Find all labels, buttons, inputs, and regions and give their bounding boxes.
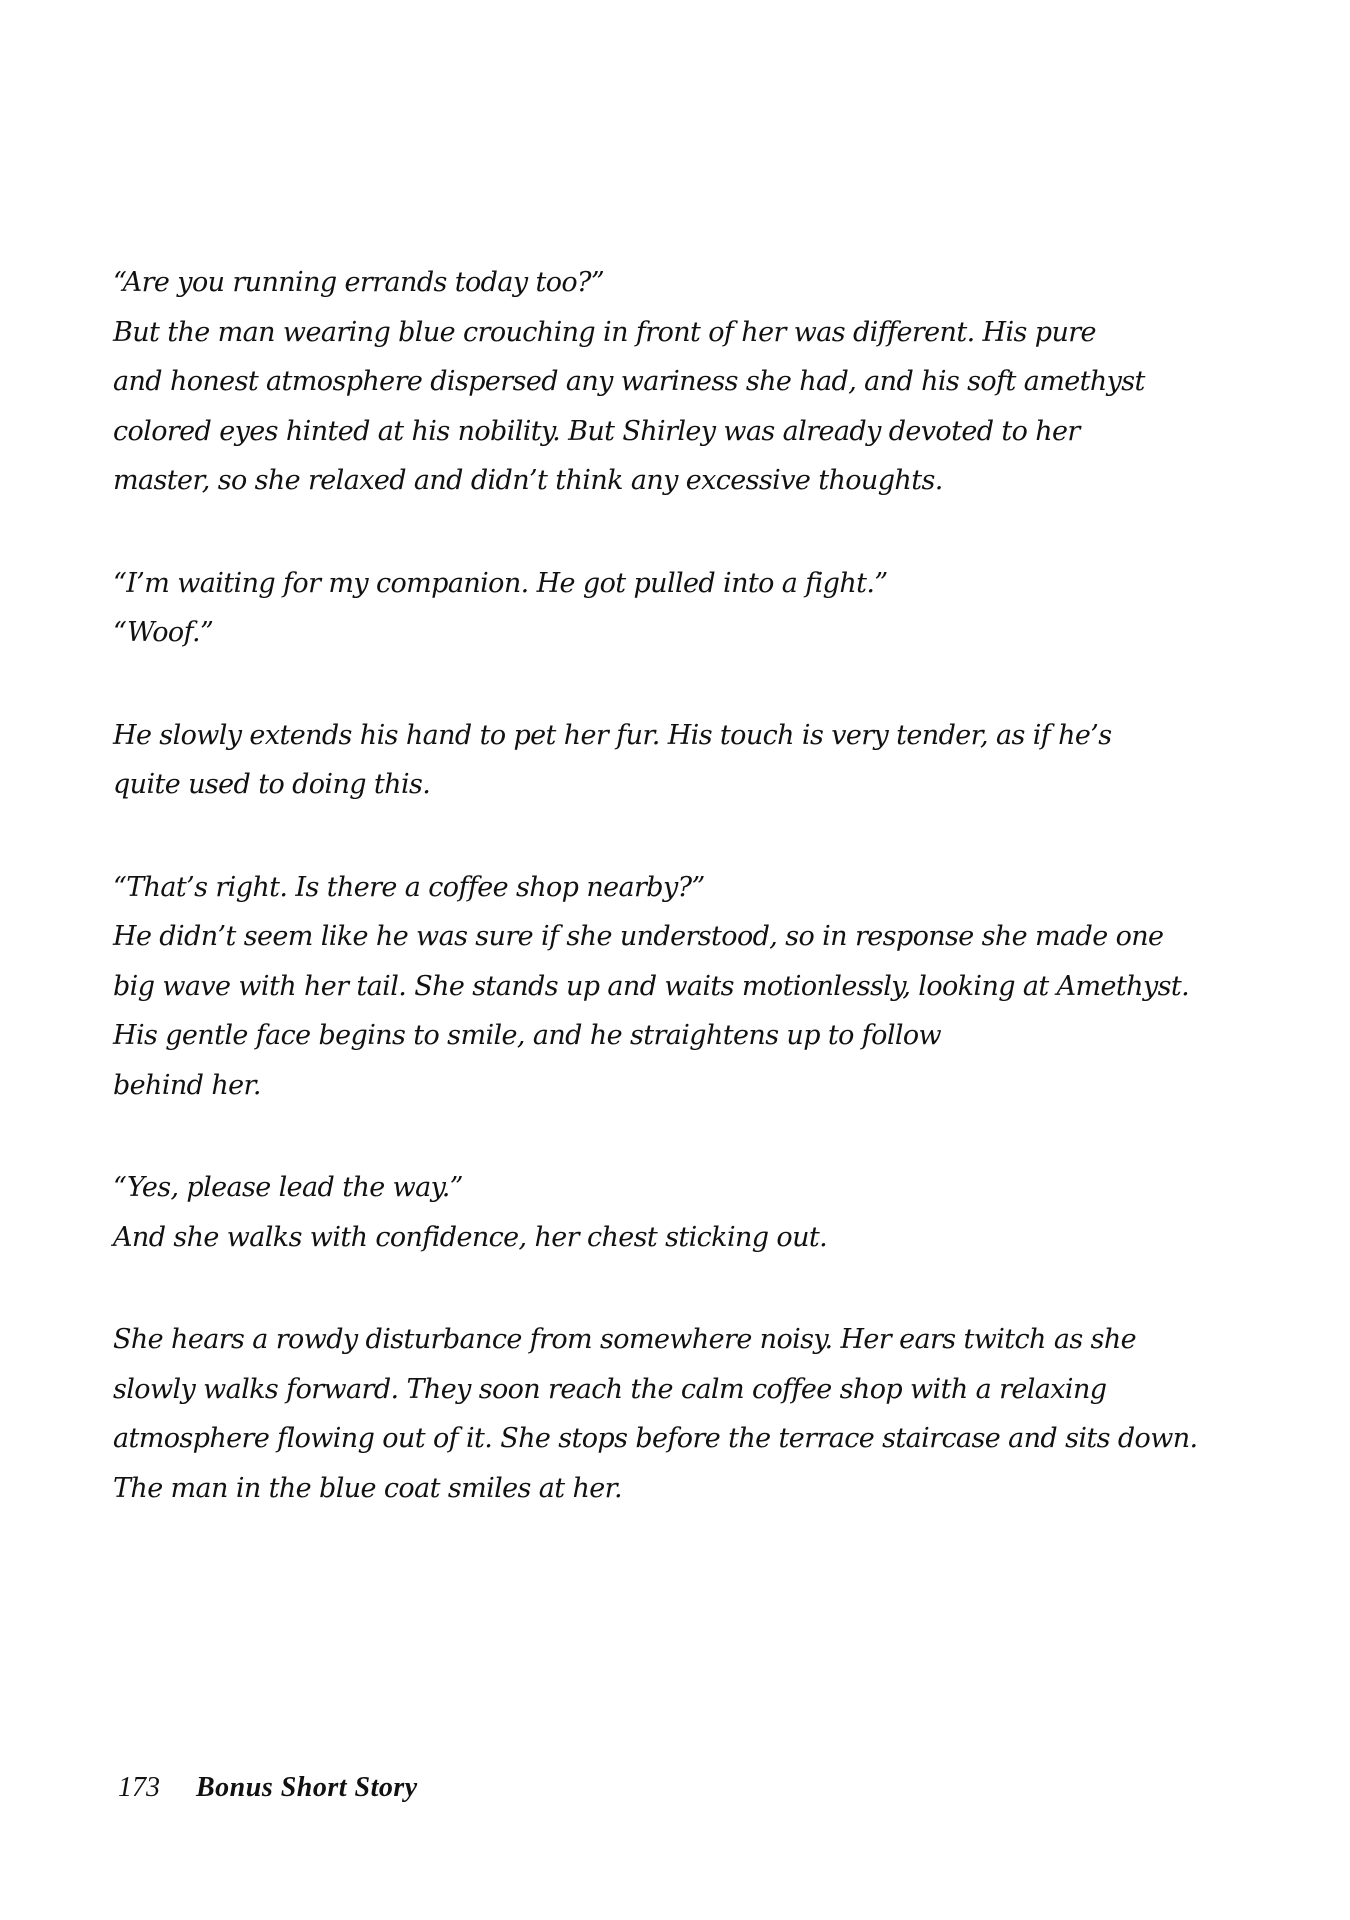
paragraph-4 bbox=[113, 863, 1333, 1111]
text-line: behind her. bbox=[113, 1069, 261, 1101]
paragraph-1 bbox=[113, 258, 1333, 506]
text-line: His gentle face begins to smile, and he straightens up to follow bbox=[113, 1020, 942, 1051]
text-line: “Yes, please lead the way.” bbox=[113, 1172, 463, 1203]
paragraph-3 bbox=[113, 711, 1333, 810]
running-title: Bonus Short Story bbox=[196, 1772, 418, 1803]
text-line: But the man wearing blue crouching in front of her was different. His pure bbox=[113, 316, 1096, 348]
text-line: And she walks with confidence, her chest sticking out. bbox=[113, 1221, 828, 1253]
paragraph-5 bbox=[113, 1163, 1333, 1262]
text-line: He didn’t seem like he was sure if she understood, so in response she made one bbox=[113, 921, 1164, 952]
story-body bbox=[113, 258, 1333, 1566]
text-line: and honest atmosphere dispersed any wariness she had, and his soft amethyst bbox=[113, 366, 1145, 397]
page-number: 173 bbox=[118, 1772, 160, 1803]
text-line: colored eyes hinted at his nobility. But Shirley was already devoted to her bbox=[113, 415, 1080, 447]
text-line: slowly walks forward. They soon reach the calm coffee shop with a relaxing bbox=[113, 1373, 1107, 1405]
paragraph-6 bbox=[113, 1315, 1333, 1513]
paragraph-2 bbox=[113, 559, 1333, 658]
text-line: “I’m waiting for my companion. He got pulled into a fight.” bbox=[113, 567, 888, 599]
text-line: atmosphere flowing out of it. She stops before the terrace staircase and sits down. bbox=[113, 1423, 1198, 1454]
text-line: big wave with her tail. She stands up and waits motionlessly, looking at Amethyst. bbox=[113, 970, 1190, 1002]
page-footer bbox=[118, 1772, 418, 1816]
text-line: “Woof.” bbox=[113, 617, 214, 648]
text-line: She hears a rowdy disturbance from somewhere noisy. Her ears twitch as she bbox=[113, 1324, 1136, 1355]
text-line: The man in the blue coat smiles at her. bbox=[113, 1472, 622, 1504]
text-line: He slowly extends his hand to pet her fur. His touch is very tender, as if he’s bbox=[113, 719, 1112, 751]
text-line: quite used to doing this. bbox=[113, 769, 431, 800]
text-line: “Are you running errands today too?” bbox=[113, 267, 605, 298]
text-line: “That’s right. Is there a coffee shop nearby?” bbox=[113, 871, 705, 903]
text-line: master, so she relaxed and didn’t think any excessive thoughts. bbox=[113, 465, 943, 496]
